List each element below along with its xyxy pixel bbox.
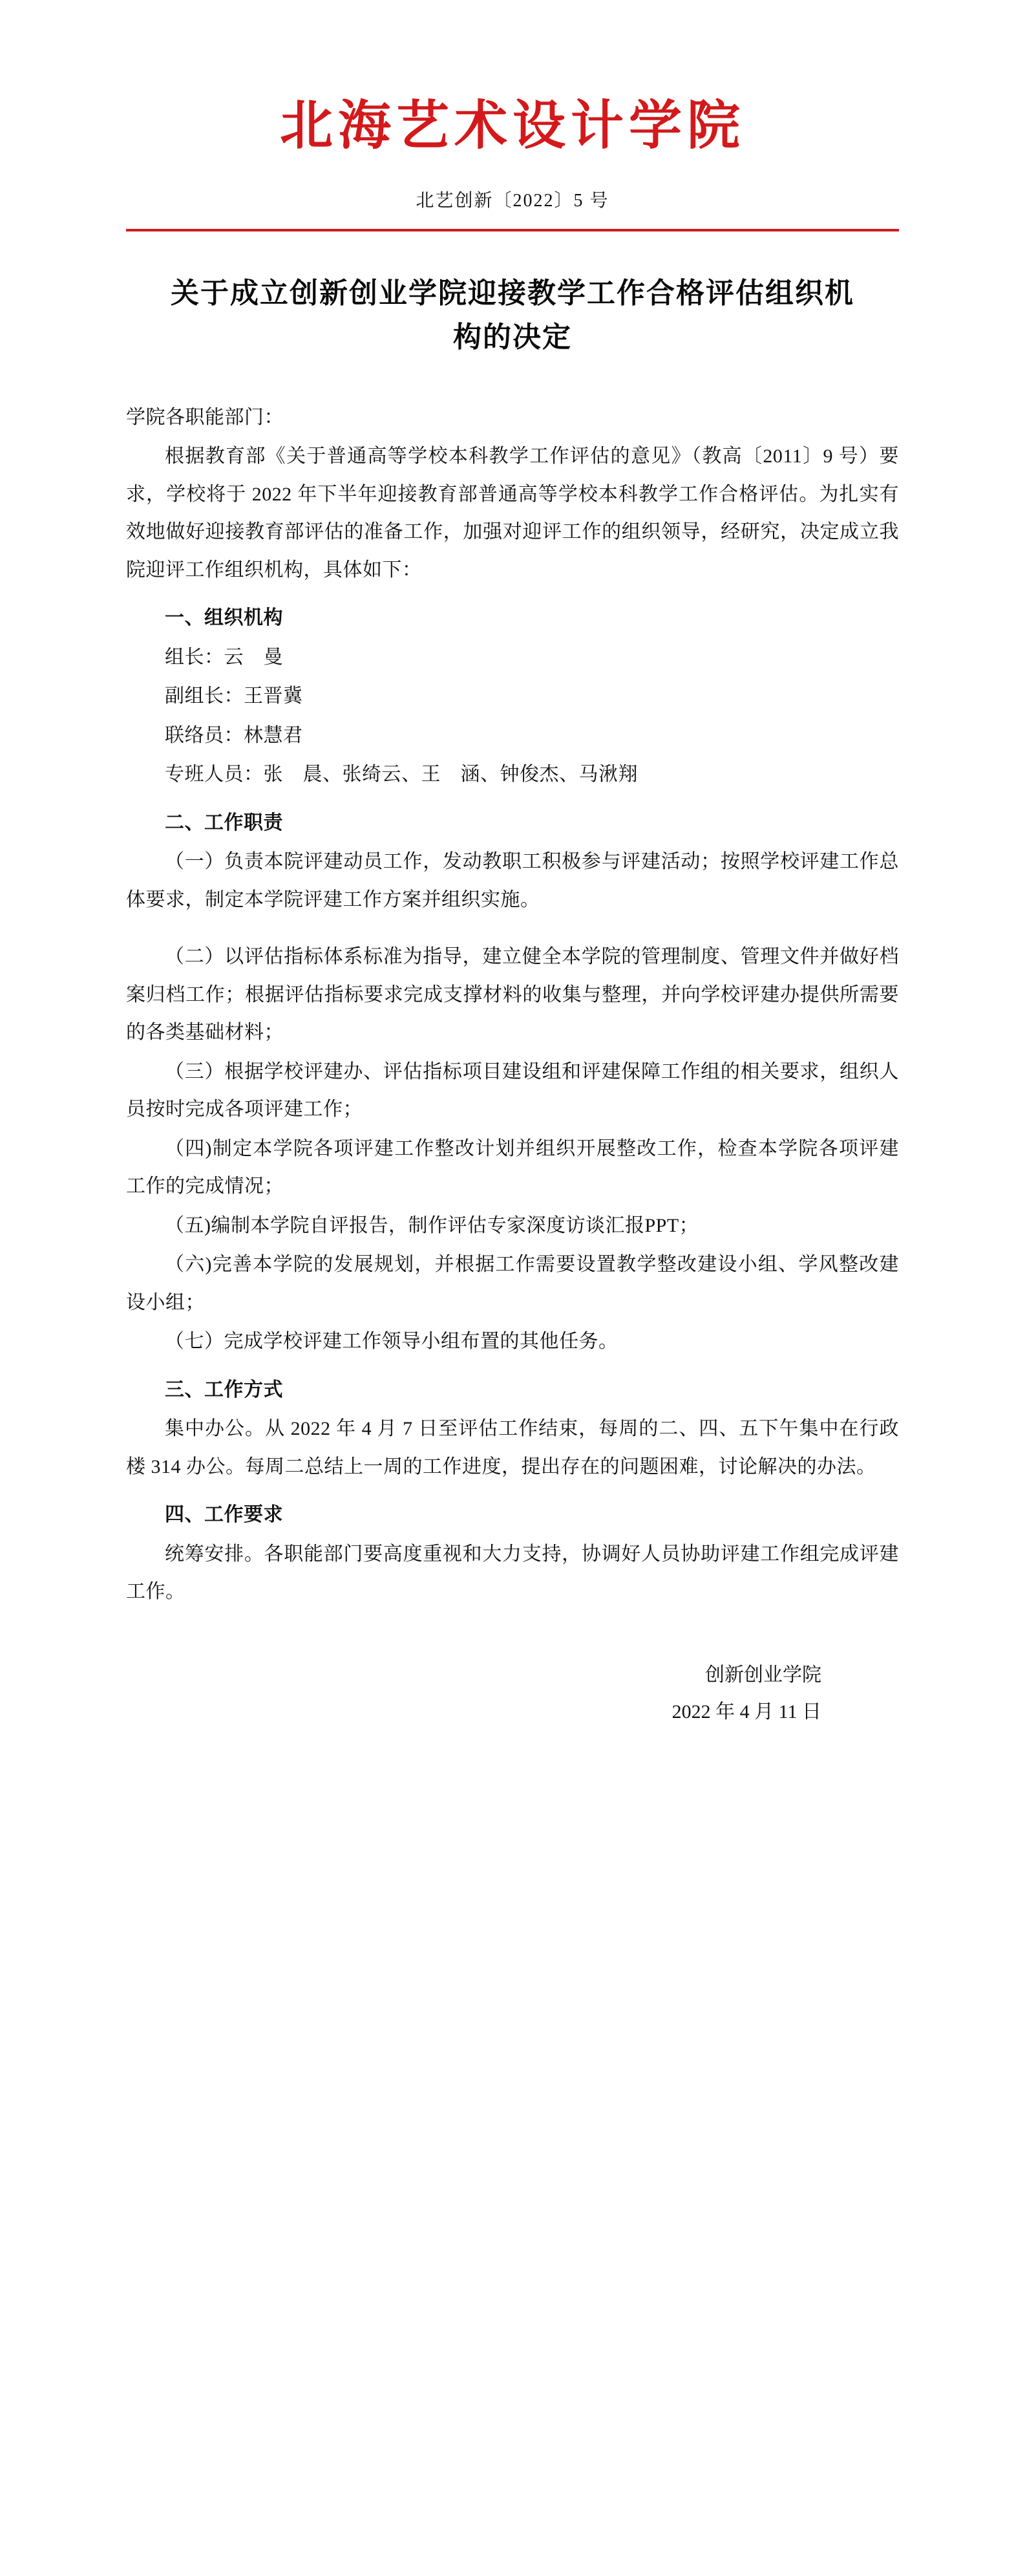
signature-block bbox=[126, 1657, 899, 1730]
section-2-paragraph-3: （三）根据学校评建办、评估指标项目建设组和评建保障工作组的相关要求，组织人员按时完成各项评建工作； bbox=[126, 1060, 899, 1121]
document-header bbox=[126, 97, 899, 212]
document-body bbox=[126, 399, 899, 1611]
section-2-paragraph-2: （二）以评估指标体系标准为指导，建立健全本学院的管理制度、管理文件并做好档案归档工作；根据评估指标要求完成支撑材料的收集与整理，并向学校评建办提供所需要的各类基础材料； bbox=[126, 946, 899, 1044]
intro-paragraph: 根据教育部《关于普通高等学校本科教学工作评估的意见》（教高〔2011〕9 号）要求，学校将于 2022 年下半年迎接教育部普通高等学校本科教学工作合格评估。为扎实有效地做好迎接教育部评估的准备工作，加强对迎评工作的组织领导，经研究，决定成立我院迎评工作组织机构，具体如下： bbox=[126, 445, 899, 581]
section-1-line-3: 联络员：林慧君 bbox=[165, 724, 303, 746]
section-1-line-4: 专班人员：张 晨、张绮云、王 涵、钟俊杰、马湫翔 bbox=[165, 764, 638, 786]
signature-unit: 创新创业学院 bbox=[705, 1664, 821, 1686]
section-2-paragraph-4: （四)制定本学院各项评建工作整改计划并组织开展整改工作，检查本学院各项评建工作的完成情况； bbox=[126, 1137, 899, 1197]
section-heading-4: 四、工作要求 bbox=[165, 1504, 283, 1526]
section-2-paragraph-6: （六)完善本学院的发展规划，并根据工作需要设置教学整改建设小组、学风整改建设小组； bbox=[126, 1254, 899, 1313]
section-1-line-1: 组长：云 曼 bbox=[165, 646, 283, 668]
section-2-paragraph-7: （七）完成学校评建工作领导小组布置的其他任务。 bbox=[165, 1331, 618, 1353]
organization-title: 北海艺术设计学院 bbox=[279, 96, 745, 155]
section-1-line-2: 副组长：王晋冀 bbox=[165, 685, 303, 707]
section-2-paragraph-1: （一）负责本院评建动员工作，发动教职工积极参与评建活动；按照学校评建工作总体要求，制定本学院评建工作方案并组织实施。 bbox=[126, 851, 899, 910]
section-4-paragraph-1: 统筹安排。各职能部门要高度重视和大力支持，协调好人员协助评建工作组完成评建工作。 bbox=[126, 1543, 899, 1603]
red-divider-rule bbox=[126, 229, 899, 231]
page-title: 关于成立创新创业学院迎接教学工作合格评估组织机构的决定 bbox=[171, 277, 854, 354]
section-heading-2: 二、工作职责 bbox=[165, 811, 283, 833]
signature-date: 2022 年 4 月 11 日 bbox=[671, 1701, 821, 1723]
document-number: 北艺创新〔2022〕5 号 bbox=[416, 191, 609, 211]
section-3-paragraph-1: 集中办公。从 2022 年 4 月 7 日至评估工作结束，每周的二、四、五下午集中在行政楼 314 办公。每周二总结上一周的工作进度，提出存在的问题困难，讨论解决的办法。 bbox=[126, 1418, 899, 1477]
salutation: 学院各职能部门： bbox=[126, 406, 284, 428]
section-2-paragraph-5: （五)编制本学院自评报告，制作评估专家深度访谈汇报PPT； bbox=[165, 1214, 699, 1236]
section-heading-3: 三、工作方式 bbox=[165, 1379, 283, 1401]
section-heading-1: 一、组织机构 bbox=[165, 607, 283, 629]
